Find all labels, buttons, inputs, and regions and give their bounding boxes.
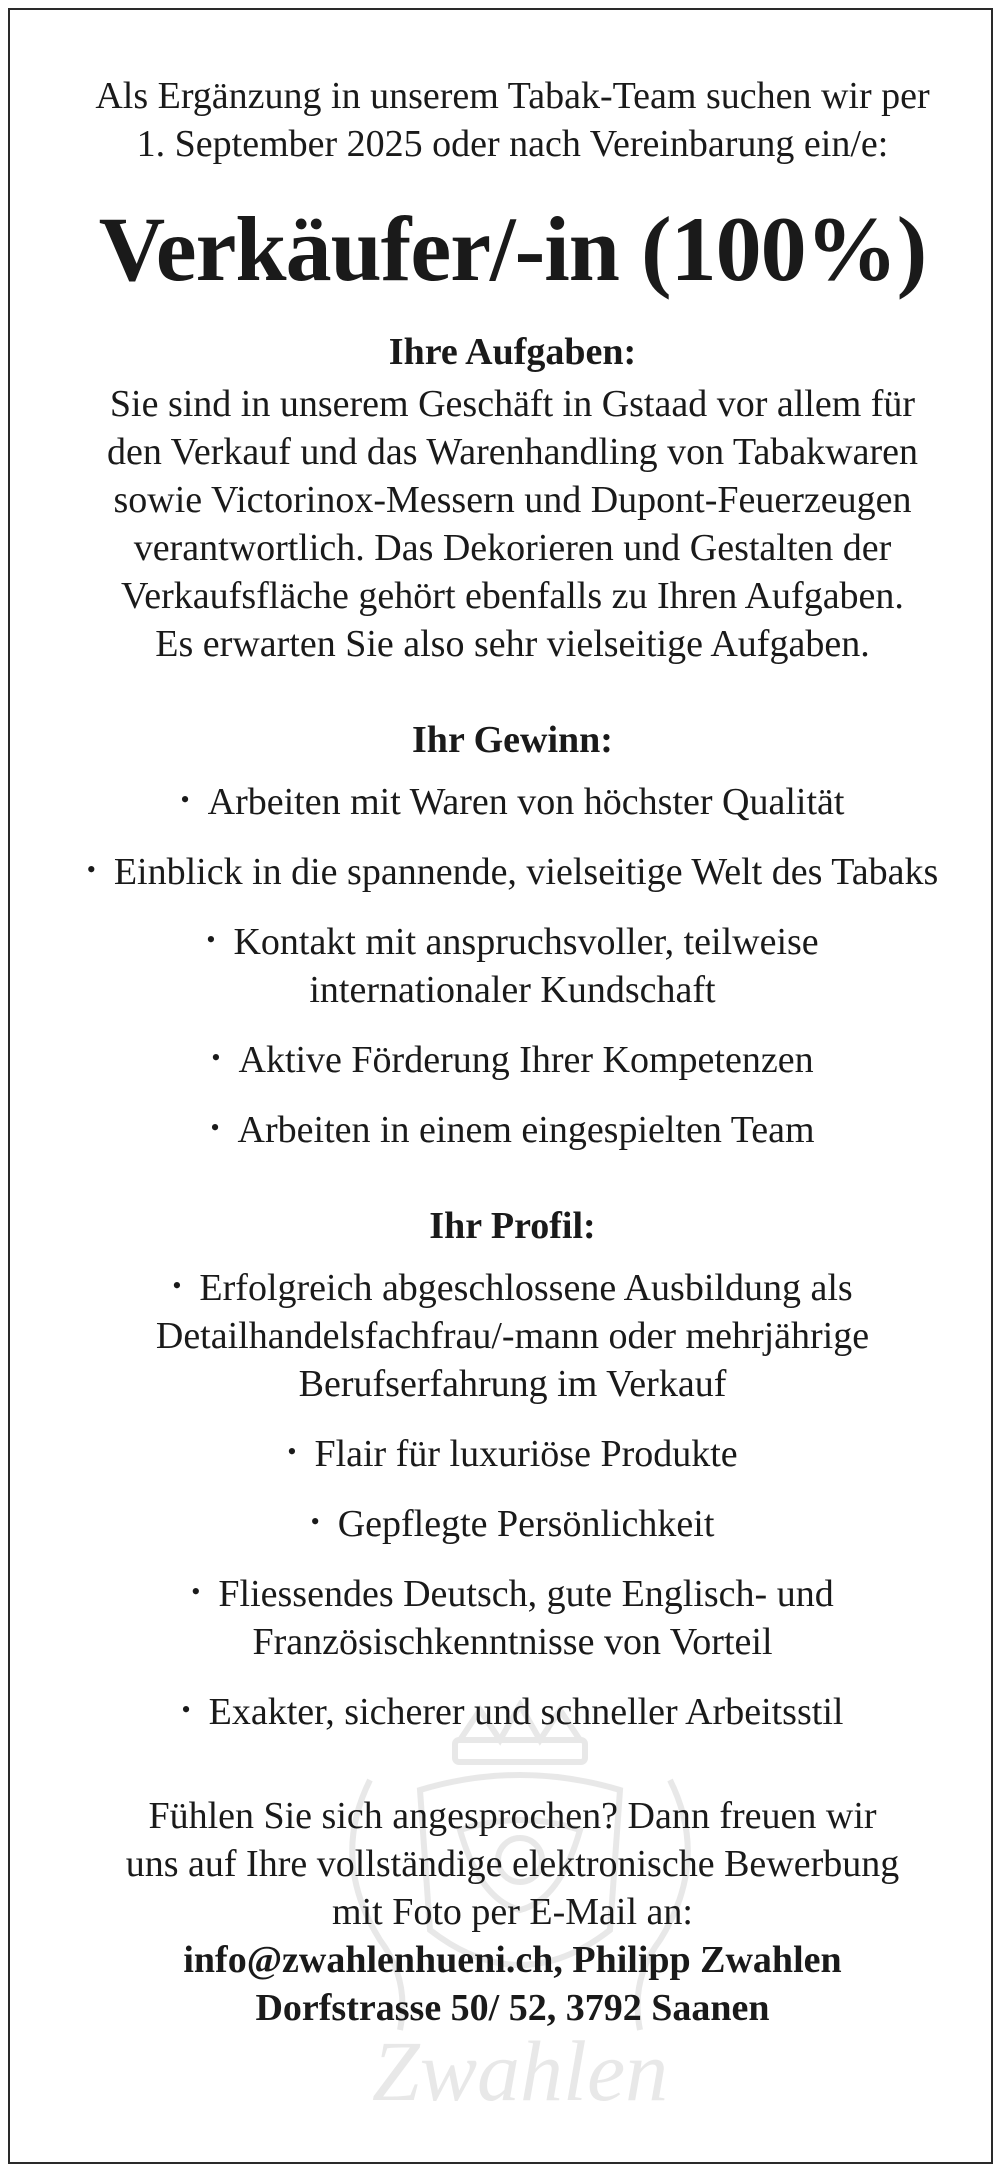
- list-item-line: [40, 966, 985, 1014]
- list-item-text: Arbeiten in einem eingespielten Team: [237, 1109, 815, 1151]
- list-item-text: Fliessendes Deutsch, gute Englisch- und: [218, 1573, 834, 1615]
- bullet-icon: •: [191, 1577, 201, 1606]
- list-item-line: [40, 1034, 985, 1084]
- list-item-text: Detailhandelsfachfrau/-mann oder mehrjährige: [155, 1315, 870, 1357]
- list-item: [40, 1686, 985, 1736]
- list-item-line: [40, 1568, 985, 1618]
- ad-content: [40, 60, 985, 2032]
- list-item: [40, 1034, 985, 1084]
- list-item-text: Einblick in die spannende, vielseitige Welt des Tabaks: [113, 851, 939, 893]
- text-line: Sie sind in unserem Geschäft in Gstaad vor allem für: [109, 383, 916, 425]
- svg-text:Zwahlen: Zwahlen: [371, 2023, 669, 2119]
- text-line: den Verkauf und das Warenhandling von Tabakwaren: [106, 431, 919, 473]
- list-item-text: internationaler Kundschaft: [309, 969, 716, 1011]
- ad-frame: [8, 8, 993, 2164]
- section-profil: [40, 1202, 985, 1736]
- list-item-line: [40, 1360, 985, 1408]
- list-item-line: [40, 1262, 985, 1312]
- text-line: Es erwarten Sie also sehr vielseitige Aufgaben.: [155, 623, 870, 665]
- list-item-text: Erfolgreich abgeschlossene Ausbildung als: [199, 1267, 853, 1309]
- list-item-line: [40, 1428, 985, 1478]
- list-item-line: [40, 1618, 985, 1666]
- list-item-text: Gepflegte Persönlichkeit: [337, 1503, 715, 1545]
- bullet-icon: •: [287, 1437, 297, 1466]
- list-item-line: [40, 1686, 985, 1736]
- list-item-text: Aktive Förderung Ihrer Kompetenzen: [238, 1039, 814, 1081]
- list-item-text: Arbeiten mit Waren von höchster Qualität: [207, 781, 845, 823]
- intro-line: 1. September 2025 oder nach Vereinbarung ein/e:: [136, 123, 889, 165]
- text-line: sowie Victorinox-Messern und Dupont-Feuerzeugen: [113, 479, 912, 521]
- gewinn-list: [40, 776, 985, 1154]
- bullet-icon: •: [211, 1043, 221, 1072]
- list-item-text: Exakter, sicherer und schneller Arbeitsstil: [208, 1691, 844, 1733]
- aufgaben-text: [40, 380, 985, 668]
- list-item-line: [40, 1498, 985, 1548]
- section-heading: Ihre Aufgaben:: [388, 331, 637, 373]
- section-gewinn: [40, 716, 985, 1154]
- bullet-icon: •: [310, 1507, 320, 1536]
- list-item-text: Französischkenntnisse von Vorteil: [252, 1621, 773, 1663]
- list-item-line: [40, 1104, 985, 1154]
- list-item-line: [40, 776, 985, 826]
- contact-email-link[interactable]: info@zwahlenhueni.ch, Philipp Zwahlen: [183, 1939, 842, 1981]
- text-line: verantwortlich. Das Dekorieren und Gestalten der: [133, 527, 892, 569]
- address: Dorfstrasse 50/ 52, 3792 Saanen: [255, 1987, 770, 2029]
- list-item: [40, 1568, 985, 1666]
- list-item: [40, 846, 985, 896]
- list-item-line: [40, 916, 985, 966]
- bullet-icon: •: [86, 855, 96, 884]
- bullet-icon: •: [210, 1113, 220, 1142]
- closing-line: uns auf Ihre vollständige elektronische Bewerbung: [125, 1843, 900, 1885]
- intro: [40, 72, 985, 168]
- list-item: [40, 1262, 985, 1408]
- text-line: Verkaufsfläche gehört ebenfalls zu Ihren Aufgaben.: [121, 575, 904, 617]
- section-heading: Ihr Profil:: [429, 1205, 596, 1247]
- list-item: [40, 776, 985, 826]
- closing: [40, 1792, 985, 2032]
- section-aufgaben: [40, 328, 985, 668]
- list-item: [40, 916, 985, 1014]
- intro-line: Als Ergänzung in unserem Tabak-Team suchen wir per: [95, 75, 930, 117]
- bullet-icon: •: [172, 1271, 182, 1300]
- closing-line: Fühlen Sie sich angesprochen? Dann freuen wir: [148, 1795, 877, 1837]
- list-item: [40, 1104, 985, 1154]
- list-item-line: [40, 846, 985, 896]
- list-item-line: [40, 1312, 985, 1360]
- closing-line: mit Foto per E-Mail an:: [332, 1891, 693, 1933]
- bullet-icon: •: [181, 1695, 191, 1724]
- bullet-icon: •: [180, 785, 190, 814]
- list-item-text: Berufserfahrung im Verkauf: [298, 1363, 727, 1405]
- section-heading: Ihr Gewinn:: [412, 719, 613, 761]
- profil-list: [40, 1262, 985, 1736]
- list-item: [40, 1428, 985, 1478]
- bullet-icon: •: [206, 925, 216, 954]
- list-item-text: Kontakt mit anspruchsvoller, teilweise: [233, 921, 819, 963]
- list-item: [40, 1498, 985, 1548]
- job-title: Verkäufer/-in (100%): [98, 198, 927, 300]
- list-item-text: Flair für luxuriöse Produkte: [314, 1433, 738, 1475]
